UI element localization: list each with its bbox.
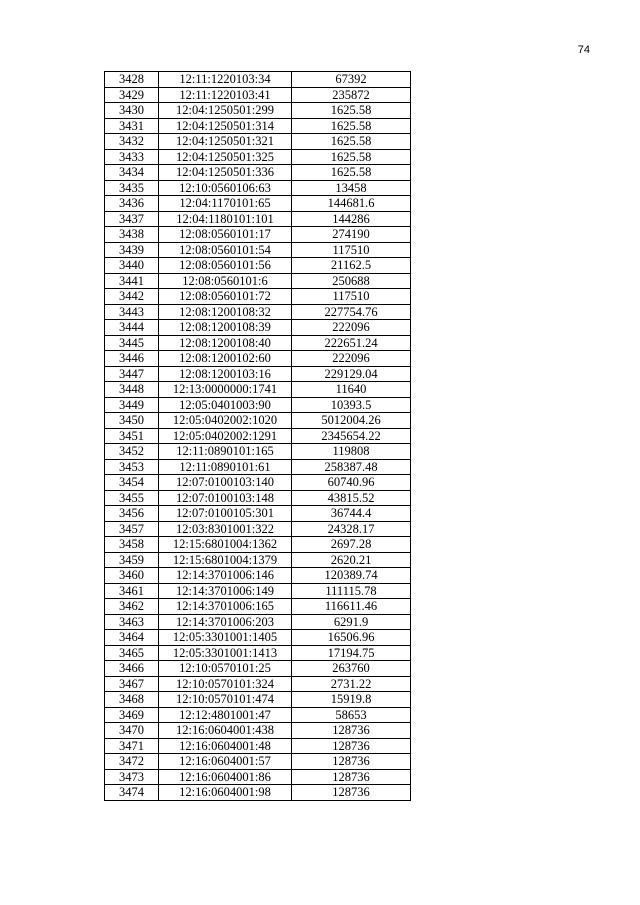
row-number-cell: 3428 xyxy=(105,72,159,88)
cadastral-number-cell: 12:08:1200103:16 xyxy=(159,366,292,382)
value-cell: 128736 xyxy=(292,738,411,754)
cadastral-number-cell: 12:10:0560106:63 xyxy=(159,180,292,196)
value-cell: 222096 xyxy=(292,320,411,336)
cadastral-number-cell: 12:14:3701006:146 xyxy=(159,568,292,584)
cadastral-number-cell: 12:14:3701006:165 xyxy=(159,599,292,615)
table-row xyxy=(105,258,411,274)
value-cell: 2697.28 xyxy=(292,537,411,553)
cadastral-number-cell: 12:16:0604001:48 xyxy=(159,738,292,754)
cadastral-number-cell: 12:04:1250501:299 xyxy=(159,103,292,119)
table-row xyxy=(105,754,411,770)
cadastral-number-cell: 12:16:0604001:98 xyxy=(159,785,292,801)
value-cell: 111115.78 xyxy=(292,583,411,599)
row-number-cell: 3471 xyxy=(105,738,159,754)
table-row xyxy=(105,490,411,506)
table-row xyxy=(105,165,411,181)
table-row xyxy=(105,196,411,212)
value-cell: 2620.21 xyxy=(292,552,411,568)
table-row xyxy=(105,645,411,661)
value-cell: 17194.75 xyxy=(292,645,411,661)
cadastral-number-cell: 12:04:1250501:314 xyxy=(159,118,292,134)
row-number-cell: 3439 xyxy=(105,242,159,258)
value-cell: 263760 xyxy=(292,661,411,677)
row-number-cell: 3473 xyxy=(105,769,159,785)
cadastral-number-cell: 12:08:0560101:6 xyxy=(159,273,292,289)
cadastral-number-cell: 12:11:1220103:41 xyxy=(159,87,292,103)
cadastral-number-cell: 12:11:0890101:165 xyxy=(159,444,292,460)
row-number-cell: 3469 xyxy=(105,707,159,723)
value-cell: 36744.4 xyxy=(292,506,411,522)
row-number-cell: 3446 xyxy=(105,351,159,367)
cadastral-number-cell: 12:10:0570101:324 xyxy=(159,676,292,692)
row-number-cell: 3450 xyxy=(105,413,159,429)
value-cell: 1625.58 xyxy=(292,149,411,165)
row-number-cell: 3466 xyxy=(105,661,159,677)
table-row xyxy=(105,382,411,398)
table-row xyxy=(105,118,411,134)
value-cell: 274190 xyxy=(292,227,411,243)
table-row xyxy=(105,366,411,382)
row-number-cell: 3441 xyxy=(105,273,159,289)
value-cell: 13458 xyxy=(292,180,411,196)
cadastral-number-cell: 12:05:0402002:1020 xyxy=(159,413,292,429)
table-row xyxy=(105,87,411,103)
cadastral-number-cell: 12:10:0570101:25 xyxy=(159,661,292,677)
row-number-cell: 3447 xyxy=(105,366,159,382)
cadastral-number-cell: 12:10:0570101:474 xyxy=(159,692,292,708)
cadastral-number-cell: 12:05:3301001:1405 xyxy=(159,630,292,646)
row-number-cell: 3460 xyxy=(105,568,159,584)
table-row xyxy=(105,149,411,165)
table-row xyxy=(105,304,411,320)
row-number-cell: 3445 xyxy=(105,335,159,351)
cadastral-number-cell: 12:03:8301001:322 xyxy=(159,521,292,537)
table-row xyxy=(105,599,411,615)
value-cell: 222096 xyxy=(292,351,411,367)
page-number: 74 xyxy=(577,44,590,56)
table-row xyxy=(105,227,411,243)
value-cell: 144286 xyxy=(292,211,411,227)
cadastral-number-cell: 12:08:0560101:54 xyxy=(159,242,292,258)
table-row xyxy=(105,242,411,258)
row-number-cell: 3434 xyxy=(105,165,159,181)
row-number-cell: 3451 xyxy=(105,428,159,444)
value-cell: 128736 xyxy=(292,723,411,739)
cadastral-number-cell: 12:14:3701006:149 xyxy=(159,583,292,599)
row-number-cell: 3470 xyxy=(105,723,159,739)
value-cell: 144681.6 xyxy=(292,196,411,212)
cadastral-number-cell: 12:16:0604001:86 xyxy=(159,769,292,785)
row-number-cell: 3452 xyxy=(105,444,159,460)
value-cell: 10393.5 xyxy=(292,397,411,413)
value-cell: 119808 xyxy=(292,444,411,460)
row-number-cell: 3459 xyxy=(105,552,159,568)
row-number-cell: 3442 xyxy=(105,289,159,305)
table-row xyxy=(105,552,411,568)
row-number-cell: 3474 xyxy=(105,785,159,801)
cadastral-number-cell: 12:08:1200108:39 xyxy=(159,320,292,336)
row-number-cell: 3448 xyxy=(105,382,159,398)
table-row xyxy=(105,692,411,708)
value-cell: 229129.04 xyxy=(292,366,411,382)
cadastral-number-cell: 12:08:1200108:32 xyxy=(159,304,292,320)
row-number-cell: 3461 xyxy=(105,583,159,599)
row-number-cell: 3440 xyxy=(105,258,159,274)
cadastral-number-cell: 12:13:0000000:1741 xyxy=(159,382,292,398)
row-number-cell: 3436 xyxy=(105,196,159,212)
cadastral-number-cell: 12:04:1250501:325 xyxy=(159,149,292,165)
value-cell: 60740.96 xyxy=(292,475,411,491)
data-table xyxy=(104,71,411,801)
table-row xyxy=(105,630,411,646)
cadastral-number-cell: 12:14:3701006:203 xyxy=(159,614,292,630)
table-row xyxy=(105,428,411,444)
value-cell: 258387.48 xyxy=(292,459,411,475)
table-row xyxy=(105,769,411,785)
value-cell: 250688 xyxy=(292,273,411,289)
row-number-cell: 3467 xyxy=(105,676,159,692)
cadastral-number-cell: 12:04:1250501:336 xyxy=(159,165,292,181)
value-cell: 11640 xyxy=(292,382,411,398)
table-row xyxy=(105,413,411,429)
table-row xyxy=(105,180,411,196)
row-number-cell: 3437 xyxy=(105,211,159,227)
table-row xyxy=(105,72,411,88)
value-cell: 222651.24 xyxy=(292,335,411,351)
value-cell: 6291.9 xyxy=(292,614,411,630)
table-row xyxy=(105,583,411,599)
row-number-cell: 3464 xyxy=(105,630,159,646)
table-row xyxy=(105,707,411,723)
value-cell: 116611.46 xyxy=(292,599,411,615)
cadastral-number-cell: 12:07:0100105:301 xyxy=(159,506,292,522)
table-row xyxy=(105,444,411,460)
table-row xyxy=(105,351,411,367)
cadastral-number-cell: 12:15:6801004:1379 xyxy=(159,552,292,568)
value-cell: 43815.52 xyxy=(292,490,411,506)
value-cell: 1625.58 xyxy=(292,165,411,181)
value-cell: 1625.58 xyxy=(292,118,411,134)
table-row xyxy=(105,134,411,150)
cadastral-number-cell: 12:12:4801001:47 xyxy=(159,707,292,723)
row-number-cell: 3444 xyxy=(105,320,159,336)
value-cell: 128736 xyxy=(292,785,411,801)
cadastral-number-cell: 12:05:0401003:90 xyxy=(159,397,292,413)
table-row xyxy=(105,506,411,522)
row-number-cell: 3430 xyxy=(105,103,159,119)
value-cell: 117510 xyxy=(292,242,411,258)
row-number-cell: 3432 xyxy=(105,134,159,150)
row-number-cell: 3429 xyxy=(105,87,159,103)
cadastral-number-cell: 12:04:1250501:321 xyxy=(159,134,292,150)
row-number-cell: 3443 xyxy=(105,304,159,320)
value-cell: 128736 xyxy=(292,754,411,770)
value-cell: 227754.76 xyxy=(292,304,411,320)
value-cell: 15919.8 xyxy=(292,692,411,708)
row-number-cell: 3465 xyxy=(105,645,159,661)
cadastral-number-cell: 12:05:0402002:1291 xyxy=(159,428,292,444)
cadastral-number-cell: 12:15:6801004:1362 xyxy=(159,537,292,553)
table-body xyxy=(105,72,411,801)
table-row xyxy=(105,738,411,754)
table-row xyxy=(105,537,411,553)
value-cell: 67392 xyxy=(292,72,411,88)
row-number-cell: 3449 xyxy=(105,397,159,413)
table-row xyxy=(105,521,411,537)
row-number-cell: 3435 xyxy=(105,180,159,196)
table-row xyxy=(105,103,411,119)
row-number-cell: 3462 xyxy=(105,599,159,615)
cadastral-number-cell: 12:16:0604001:438 xyxy=(159,723,292,739)
cadastral-number-cell: 12:16:0604001:57 xyxy=(159,754,292,770)
table-row xyxy=(105,211,411,227)
table-row xyxy=(105,320,411,336)
row-number-cell: 3458 xyxy=(105,537,159,553)
value-cell: 58653 xyxy=(292,707,411,723)
value-cell: 128736 xyxy=(292,769,411,785)
cadastral-number-cell: 12:04:1180101:101 xyxy=(159,211,292,227)
table-row xyxy=(105,459,411,475)
table-row xyxy=(105,475,411,491)
table-row xyxy=(105,289,411,305)
row-number-cell: 3472 xyxy=(105,754,159,770)
cadastral-number-cell: 12:08:0560101:56 xyxy=(159,258,292,274)
table-row xyxy=(105,785,411,801)
row-number-cell: 3433 xyxy=(105,149,159,165)
value-cell: 117510 xyxy=(292,289,411,305)
value-cell: 2345654.22 xyxy=(292,428,411,444)
row-number-cell: 3438 xyxy=(105,227,159,243)
cadastral-number-cell: 12:07:0100103:148 xyxy=(159,490,292,506)
table-row xyxy=(105,568,411,584)
value-cell: 1625.58 xyxy=(292,103,411,119)
row-number-cell: 3457 xyxy=(105,521,159,537)
row-number-cell: 3456 xyxy=(105,506,159,522)
row-number-cell: 3453 xyxy=(105,459,159,475)
value-cell: 1625.58 xyxy=(292,134,411,150)
table-row xyxy=(105,661,411,677)
cadastral-number-cell: 12:08:1200102:60 xyxy=(159,351,292,367)
table-row xyxy=(105,397,411,413)
cadastral-number-cell: 12:07:0100103:140 xyxy=(159,475,292,491)
value-cell: 24328.17 xyxy=(292,521,411,537)
value-cell: 21162.5 xyxy=(292,258,411,274)
table-row xyxy=(105,676,411,692)
cadastral-number-cell: 12:08:0560101:72 xyxy=(159,289,292,305)
cadastral-number-cell: 12:08:1200108:40 xyxy=(159,335,292,351)
row-number-cell: 3455 xyxy=(105,490,159,506)
table-row xyxy=(105,723,411,739)
cadastral-number-cell: 12:08:0560101:17 xyxy=(159,227,292,243)
table-row xyxy=(105,273,411,289)
value-cell: 120389.74 xyxy=(292,568,411,584)
value-cell: 2731.22 xyxy=(292,676,411,692)
cadastral-number-cell: 12:05:3301001:1413 xyxy=(159,645,292,661)
row-number-cell: 3463 xyxy=(105,614,159,630)
row-number-cell: 3454 xyxy=(105,475,159,491)
cadastral-number-cell: 12:04:1170101:65 xyxy=(159,196,292,212)
value-cell: 16506.96 xyxy=(292,630,411,646)
row-number-cell: 3431 xyxy=(105,118,159,134)
cadastral-number-cell: 12:11:0890101:61 xyxy=(159,459,292,475)
cadastral-number-cell: 12:11:1220103:34 xyxy=(159,72,292,88)
row-number-cell: 3468 xyxy=(105,692,159,708)
table-row xyxy=(105,614,411,630)
table-row xyxy=(105,335,411,351)
value-cell: 235872 xyxy=(292,87,411,103)
value-cell: 5012004.26 xyxy=(292,413,411,429)
